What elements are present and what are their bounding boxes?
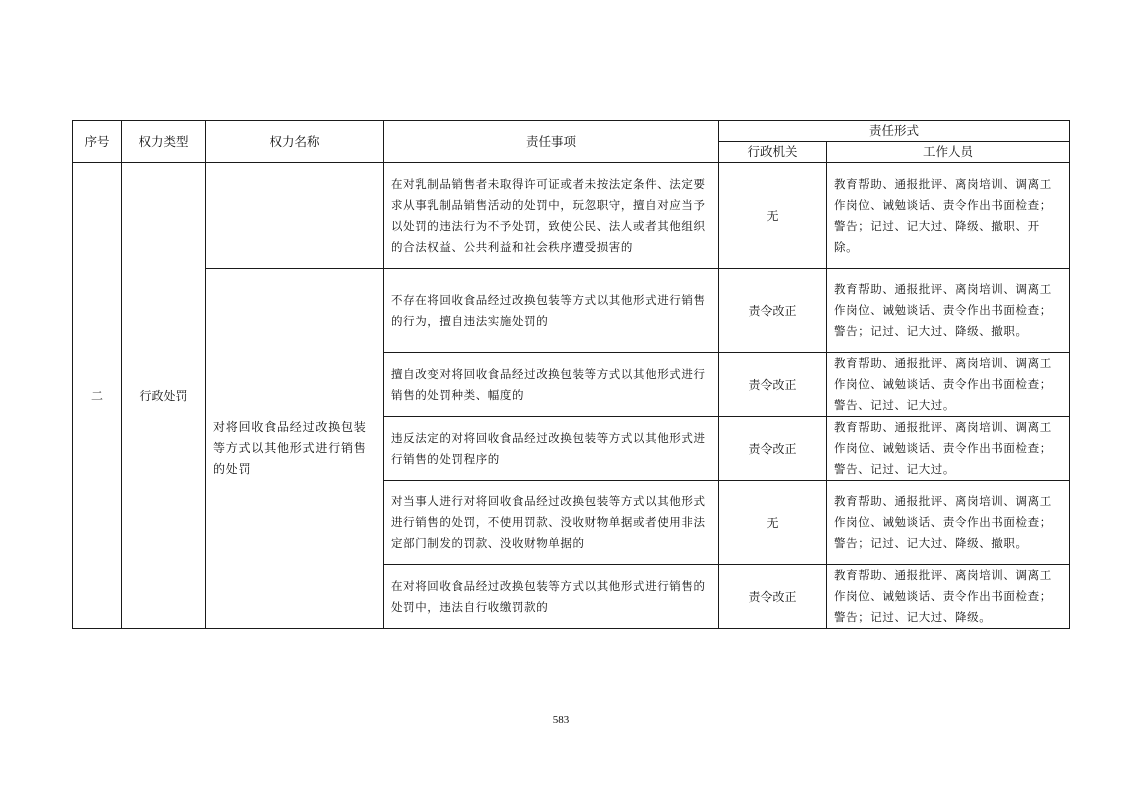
page-number: 583 <box>552 714 570 726</box>
matter-cell: 不存在将回收食品经过改换包装等方式以其他形式进行销售的行为，擅自违法实施处罚的 <box>384 269 719 353</box>
seq-cell: 二 <box>73 163 122 629</box>
matter-cell: 在对将回收食品经过改换包装等方式以其他形式进行销售的处罚中，违法自行收缴罚款的 <box>384 565 719 629</box>
staff-cell: 教育帮助、通报批评、离岗培训、调离工作岗位、诫勉谈话、责令作出书面检查；警告；记过、记大过、降级、撤职。 <box>827 481 1070 565</box>
power-type-cell: 行政处罚 <box>122 163 206 629</box>
agency-cell: 责令改正 <box>719 565 827 629</box>
header-seq: 序号 <box>73 121 122 163</box>
header-row-1 <box>73 121 1070 142</box>
header-agency: 行政机关 <box>719 142 827 163</box>
matter-cell: 对当事人进行对将回收食品经过改换包装等方式以其他形式进行销售的处罚，不使用罚款、没收财物单据或者使用非法定部门制发的罚款、没收财物单据的 <box>384 481 719 565</box>
agency-cell: 无 <box>719 163 827 269</box>
staff-cell: 教育帮助、通报批评、离岗培训、调离工作岗位、诫勉谈话、责令作出书面检查；警告、记过、记大过。 <box>827 353 1070 417</box>
header-matters: 责任事项 <box>384 121 719 163</box>
matter-cell: 违反法定的对将回收食品经过改换包装等方式以其他形式进行销售的处罚程序的 <box>384 417 719 481</box>
header-power-type: 权力类型 <box>122 121 206 163</box>
responsibility-table <box>72 120 1070 629</box>
staff-cell: 教育帮助、通报批评、离岗培训、调离工作岗位、诫勉谈话、责令作出书面检查；警告、记过、记大过。 <box>827 417 1070 481</box>
agency-cell: 无 <box>719 481 827 565</box>
power-name-cell: 对将回收食品经过改换包装等方式以其他形式进行销售的处罚 <box>206 269 384 629</box>
staff-cell: 教育帮助、通报批评、离岗培训、调离工作岗位、诫勉谈话、责令作出书面检查；警告；记过、记大过、降级、撤职、开除。 <box>827 163 1070 269</box>
agency-cell: 责令改正 <box>719 269 827 353</box>
table-row <box>73 269 1070 353</box>
header-staff: 工作人员 <box>827 142 1070 163</box>
staff-cell: 教育帮助、通报批评、离岗培训、调离工作岗位、诫勉谈话、责令作出书面检查；警告；记过、记大过、降级。 <box>827 565 1070 629</box>
staff-cell: 教育帮助、通报批评、离岗培训、调离工作岗位、诫勉谈话、责令作出书面检查；警告；记过、记大过、降级、撤职。 <box>827 269 1070 353</box>
header-forms: 责任形式 <box>719 121 1070 142</box>
matter-cell: 在对乳制品销售者未取得许可证或者未按法定条件、法定要求从事乳制品销售活动的处罚中，玩忽职守，擅自对应当予以处罚的违法行为不予处罚，致使公民、法人或者其他组织的合法权益、公共利益和社会秩序遭受损害的 <box>384 163 719 269</box>
header-power-name: 权力名称 <box>206 121 384 163</box>
power-name-empty-cell <box>206 163 384 269</box>
matter-cell: 擅自改变对将回收食品经过改换包装等方式以其他形式进行销售的处罚种类、幅度的 <box>384 353 719 417</box>
table-row <box>73 163 1070 269</box>
agency-cell: 责令改正 <box>719 417 827 481</box>
agency-cell: 责令改正 <box>719 353 827 417</box>
